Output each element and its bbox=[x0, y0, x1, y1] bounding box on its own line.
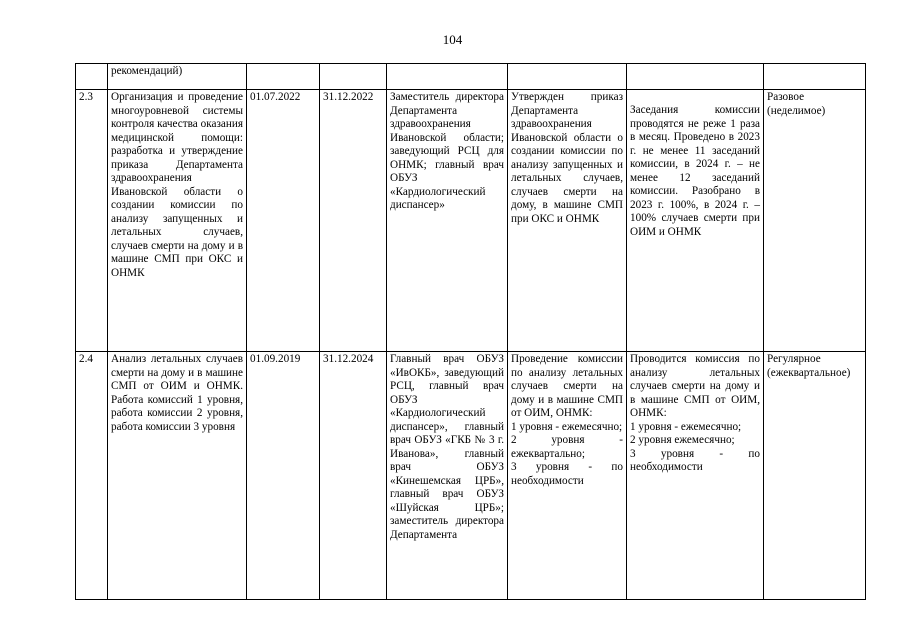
result-cell bbox=[508, 352, 627, 600]
result-line: 1 уровня - ежемесячно; bbox=[511, 420, 623, 433]
end-date-cell: 31.12.2022 bbox=[320, 90, 387, 352]
indicator-line: 3 уровня - по необходимости bbox=[630, 447, 760, 473]
indicator-line: Проводится комиссия по анализу летальных случаев смерти на дому и в машине СМП от ОИМ, ОНМК: bbox=[630, 353, 760, 419]
row-number-cell bbox=[76, 64, 108, 90]
activities-table bbox=[75, 63, 866, 600]
table-row bbox=[76, 64, 866, 90]
row-number-cell: 2.4 bbox=[76, 352, 108, 600]
activity-cell: Организация и проведение многоуровневой системы контроля качества оказания медицинской помощи: разработка и утверждение приказа Департамента здравоохранения Ивановской области о создании комиссии по анализу запущенных и летальных случаев, случаев смерти на дому и в машине СМП при ОКС и ОНМК bbox=[108, 90, 247, 352]
type-cell bbox=[764, 64, 866, 90]
table-row bbox=[76, 90, 866, 352]
activity-cell: рекомендаций) bbox=[108, 64, 247, 90]
indicator-cell bbox=[627, 64, 764, 90]
start-date-cell: 01.07.2022 bbox=[247, 90, 320, 352]
indicator-line: 1 уровня - ежемесячно; bbox=[630, 420, 742, 433]
table-row bbox=[76, 352, 866, 600]
indicator-cell: Заседания комиссии проводятся не реже 1 раза в месяц. Проведено в 2023 г. не менее 11 заседаний комиссии, в 2024 г. – не менее 12 заседаний комиссии. Разобрано в 2023 г. 100%, в 2024 г. – 100% случаев смерти при ОИМ и ОНМК bbox=[627, 90, 764, 352]
result-line: Проведение комиссии по анализу летальных случаев смерти на дому и в машине СМП от ОИМ, ОНМК: bbox=[511, 353, 623, 419]
end-date-cell: 31.12.2024 bbox=[320, 352, 387, 600]
type-cell: Разовое (неделимое) bbox=[764, 90, 866, 352]
activity-cell: Анализ летальных случаев смерти на дому и в машине СМП от ОИМ и ОНМК. Работа комиссий 1 уровня, работа комиссии 2 уровня, работа комиссии 3 уровня bbox=[108, 352, 247, 600]
row-number-cell: 2.3 bbox=[76, 90, 108, 352]
indicator-cell bbox=[627, 352, 764, 600]
responsible-cell bbox=[387, 64, 508, 90]
page-number: 104 bbox=[442, 32, 463, 47]
end-date-cell bbox=[320, 64, 387, 90]
result-cell: Утвержден приказ Департамента здравоохранения Ивановской области о создании комиссии по анализу запущенных и летальных случаев, случаев смерти на дому, в машине СМП при ОКС и ОНМК bbox=[508, 90, 627, 352]
result-cell bbox=[508, 64, 627, 90]
type-cell: Регулярное (ежеквартальное) bbox=[764, 352, 866, 600]
responsible-cell: Главный врач ОБУЗ «ИвОКБ», заведующий РСЦ, главный врач ОБУЗ «Кардиологический диспансер», главный врач ОБУЗ «ГКБ № 3 г. Иванова», главный врач ОБУЗ «Кинешемская ЦРБ», главный врач ОБУЗ «Шуйская ЦРБ»; заместитель директора Департамента bbox=[387, 352, 508, 600]
indicator-line: 2 уровня ежемесячно; bbox=[630, 434, 735, 446]
result-line: 3 уровня - по необходимости bbox=[511, 461, 623, 487]
responsible-cell: Заместитель директора Департамента здравоохранения Ивановской области; заведующий РСЦ для ОНМК; главный врач ОБУЗ «Кардиологический диспансер» bbox=[387, 90, 508, 352]
result-line: 2 уровня - ежеквартально; bbox=[511, 434, 623, 460]
start-date-cell: 01.09.2019 bbox=[247, 352, 320, 600]
start-date-cell bbox=[247, 64, 320, 90]
